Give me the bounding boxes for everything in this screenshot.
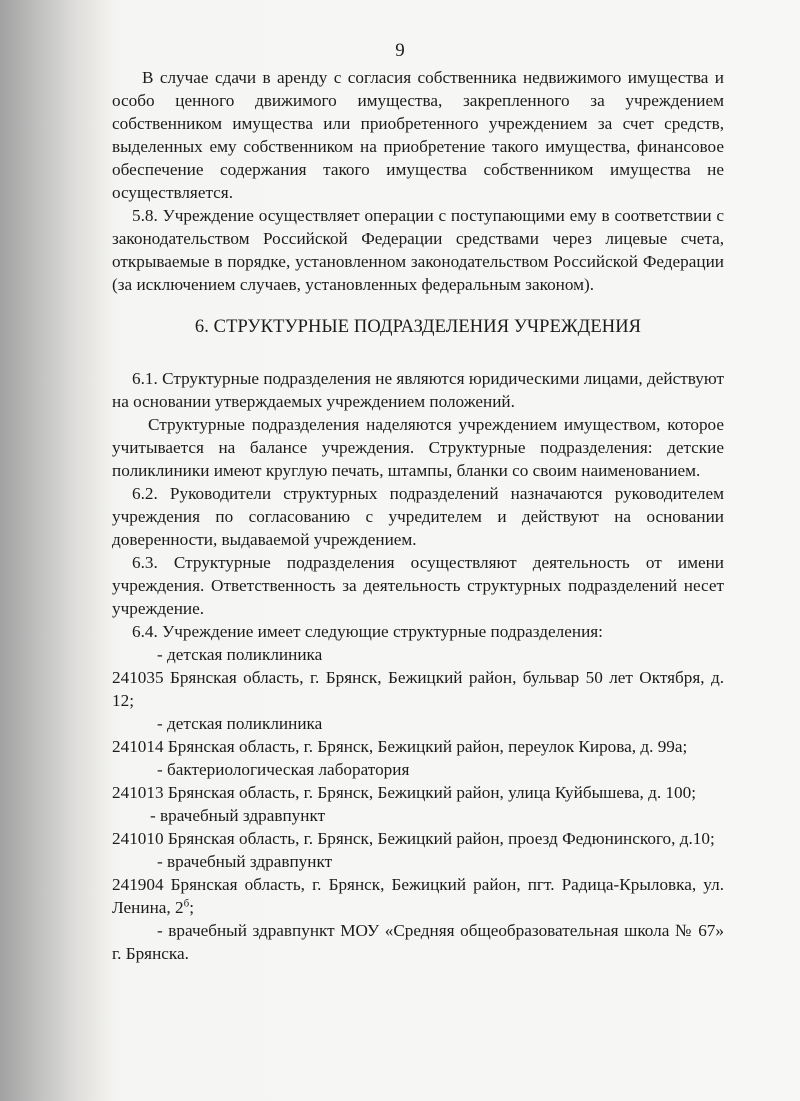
subdivision-name: - детская поликлиника (157, 645, 323, 664)
paragraph-6-1-property: Структурные подразделения наделяются учреждением имуществом, которое учитывается на балансе учреждения. Структурные подразделения: детские поликлиники имеют круглую печать, штампы, бланки со своим наименованием. (112, 415, 724, 480)
paragraph-6-2: 6.2. Руководители структурных подразделений назначаются руководителем учреждения по согласованию с учредителем и действуют на основании доверенности, выдаваемой учреждением. (112, 484, 724, 549)
paragraph-6-4: 6.4. Учреждение имеет следующие структурные подразделения: (132, 622, 603, 641)
subdivision-name: - бактериологическая лаборатория (157, 760, 410, 779)
subdivision-address: 241035 Брянская область, г. Брянск, Бежицкий район, бульвар 50 лет Октября, д. 12; (112, 668, 724, 710)
address-superscript: б (183, 897, 190, 910)
document-body (112, 66, 724, 965)
scan-edge-shadow (0, 0, 110, 1101)
paragraph-lease-financing: В случае сдачи в аренду с согласия собственника недвижимого имущества и особо ценного движимого имущества, закрепленного за учреждением собственником имущества или приобретенного учреждением за счет средств, выделенных ему собственником на приобретение такого имущества, финансовое обеспечение содержания такого имущества собственником имущества не осуществляется. (112, 68, 724, 202)
paragraph-6-3: 6.3. Структурные подразделения осуществляют деятельность от имени учреждения. Ответственность за деятельность структурных подразделений несет учреждение. (112, 553, 724, 618)
subdivision-address: 241013 Брянская область, г. Брянск, Бежицкий район, улица Куйбышева, д. 100; (112, 783, 696, 802)
section-heading: 6. СТРУКТУРНЫЕ ПОДРАЗДЕЛЕНИЯ УЧРЕЖДЕНИЯ (194, 317, 642, 337)
paragraph-6-1: 6.1. Структурные подразделения не являются юридическими лицами, действуют на основании утверждаемых учреждением положений. (112, 369, 724, 411)
subdivision-last-item: - врачебный здравпункт МОУ «Средняя общеобразовательная школа № 67» г. Брянска. (112, 921, 724, 963)
subdivision-address: 241010 Брянская область, г. Брянск, Бежицкий район, проезд Федюнинского, д.10; (112, 829, 715, 848)
subdivisions-list (112, 643, 724, 965)
subdivision-name: - врачебный здравпункт (157, 852, 333, 871)
subdivision-address (112, 873, 724, 919)
subdivision-name: - врачебный здравпункт (150, 806, 326, 825)
address-end: ; (189, 898, 194, 917)
paragraph-5-8: 5.8. Учреждение осуществляет операции с поступающими ему в соответствии с законодательством Российской Федерации средствами через лицевые счета, открываемые в порядке, установленном законодательством Российской Федерации (за исключением случаев, установленных федеральным законом). (112, 206, 724, 294)
subdivision-address: 241014 Брянская область, г. Брянск, Бежицкий район, переулок Кирова, д. 99а; (112, 737, 688, 756)
address-text: 241904 Брянская область, г. Брянск, Бежицкий район, пгт. Радица-Крыловка, ул. Ленина, 2 (112, 875, 724, 917)
subdivision-name: - детская поликлиника (157, 714, 323, 733)
page-number: 9 (395, 40, 405, 61)
